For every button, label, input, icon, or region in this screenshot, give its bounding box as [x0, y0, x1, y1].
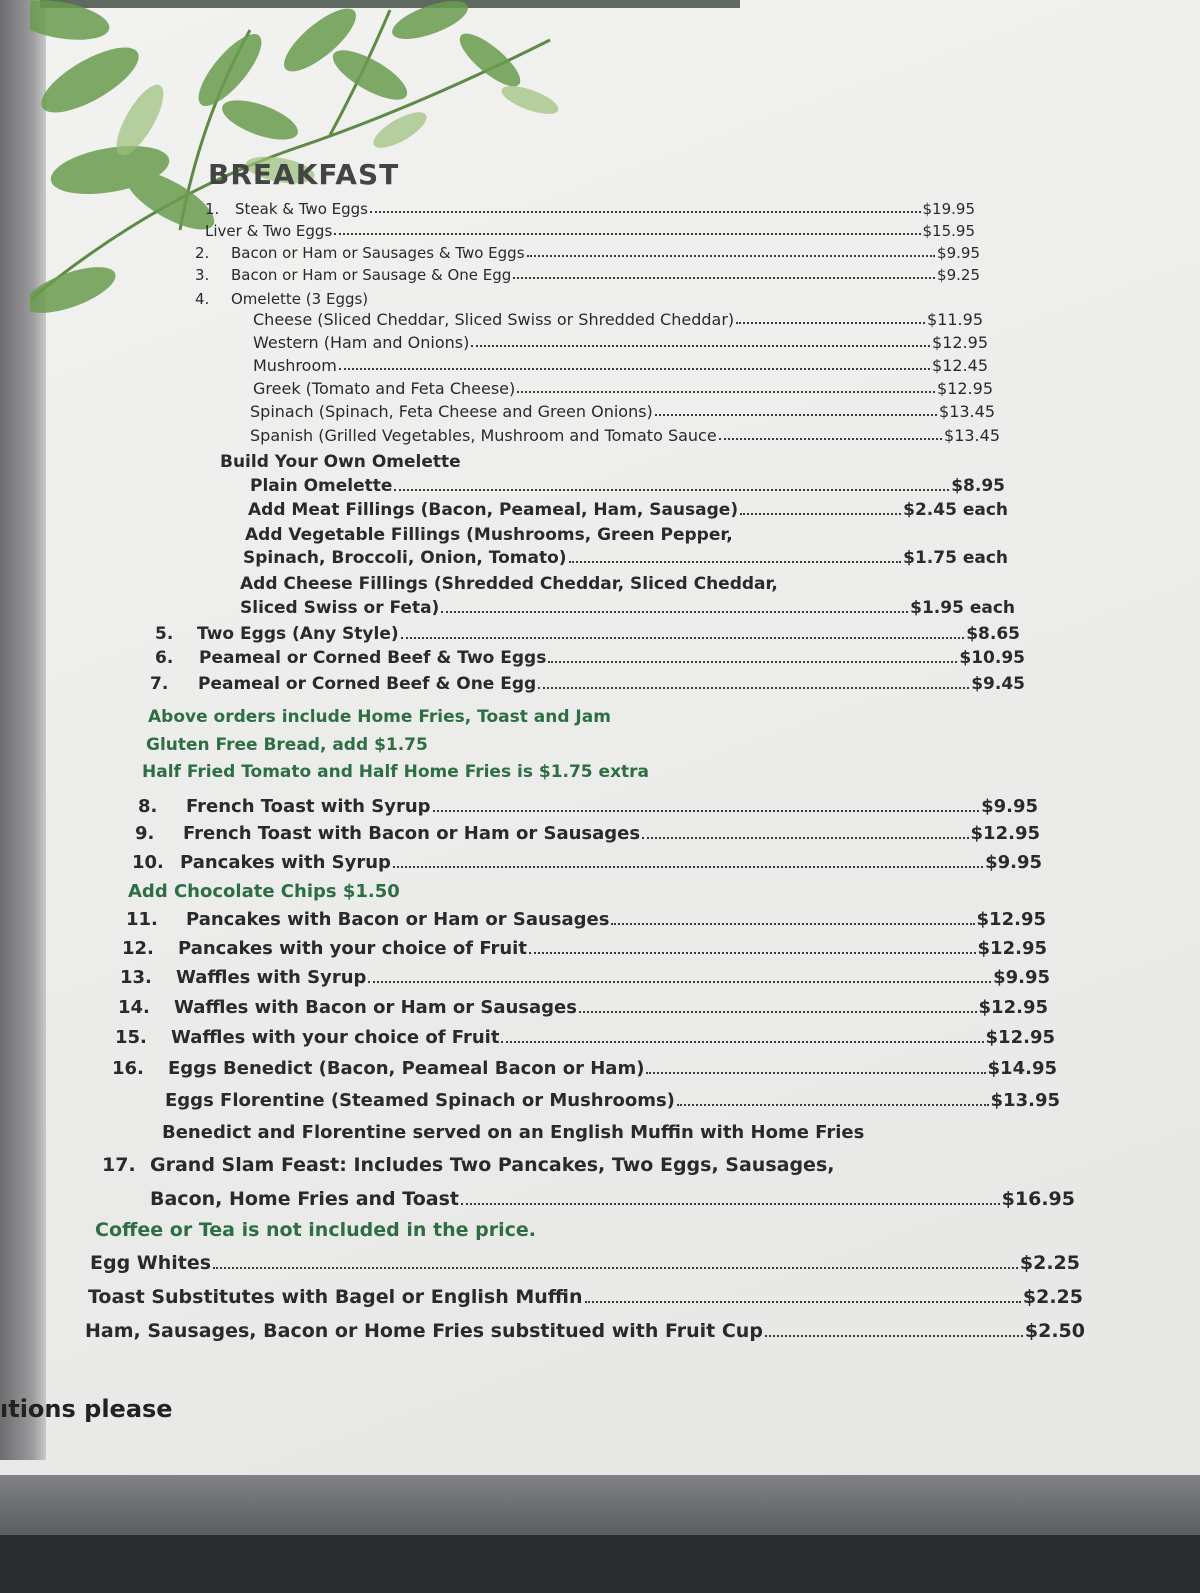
item-price: $12.95: [932, 333, 988, 352]
menu-item: [138, 796, 1038, 817]
item-number: 1.: [205, 200, 220, 218]
item-price: $12.95: [985, 1027, 1055, 1048]
note-text: Gluten Free Bread, add $1.75: [146, 735, 428, 755]
item-number: 5.: [155, 624, 174, 644]
menu-item: [250, 402, 995, 421]
item-price: $9.95: [937, 244, 980, 262]
item-price: $12.45: [932, 356, 988, 375]
menu-item: [253, 379, 993, 398]
dot-leader: [585, 1301, 1021, 1303]
item-price: $2.45 each: [903, 500, 1008, 520]
item-price: $12.95: [978, 997, 1048, 1018]
dot-leader: [393, 866, 983, 868]
menu-item: [240, 598, 1015, 618]
item-price: $19.95: [922, 200, 975, 218]
menu-item: [240, 574, 778, 594]
menu-item: [150, 1188, 1075, 1210]
menu-item: [250, 426, 1000, 445]
item-name: Liver & Two Eggs: [205, 222, 333, 240]
menu-item: [195, 244, 980, 262]
menu-item: [205, 222, 975, 240]
dot-leader: [471, 345, 930, 347]
item-name: Toast Substitutes with Bagel or English Muffin: [88, 1286, 583, 1308]
item-number: 9.: [135, 823, 155, 844]
item-price: $1.95 each: [910, 598, 1015, 618]
dot-leader: [501, 1041, 983, 1043]
item-name: Cheese (Sliced Cheddar, Sliced Swiss or Shredded Cheddar): [253, 310, 735, 329]
item-name: Pancakes with your choice of Fruit: [178, 938, 527, 959]
item-name: Eggs Florentine (Steamed Spinach or Mushrooms): [165, 1090, 675, 1111]
item-name: Grand Slam Feast: Includes Two Pancakes, Two Eggs, Sausages,: [150, 1154, 835, 1176]
item-number: 4.: [195, 290, 210, 308]
dot-leader: [529, 952, 976, 954]
item-price: $1.75 each: [903, 548, 1008, 568]
dot-leader: [719, 438, 942, 440]
item-number: 15.: [115, 1027, 147, 1048]
menu-note: [128, 881, 400, 902]
item-price: $10.95: [959, 648, 1025, 668]
menu-note: [95, 1219, 536, 1241]
item-name: Waffles with Syrup: [176, 967, 367, 988]
item-name: Benedict and Florentine served on an English Muffin with Home Fries: [162, 1122, 865, 1143]
note-text: Coffee or Tea is not included in the price.: [95, 1219, 536, 1241]
item-price: $9.95: [985, 852, 1042, 873]
dot-leader: [765, 1335, 1023, 1337]
menu-item: [205, 200, 975, 218]
menu-item: [162, 1122, 864, 1143]
item-price: $9.25: [937, 266, 980, 284]
note-text: Half Fried Tomato and Half Home Fries is $1.75 extra: [142, 762, 650, 782]
item-name: Plain Omelette: [250, 476, 393, 496]
item-number: 8.: [138, 796, 158, 817]
item-price: $16.95: [1001, 1188, 1075, 1210]
dot-leader: [339, 368, 930, 370]
item-price: $8.65: [966, 624, 1020, 644]
dot-leader: [461, 1203, 1000, 1205]
item-price: $9.45: [971, 674, 1025, 694]
item-number: 10.: [132, 852, 164, 873]
item-name: Greek (Tomato and Feta Cheese): [253, 379, 516, 398]
item-price: $8.95: [951, 476, 1005, 496]
dot-leader: [527, 255, 936, 257]
menu-item: [102, 1154, 834, 1176]
item-name: Eggs Benedict (Bacon, Peameal Bacon or Ham): [168, 1058, 645, 1079]
item-name: Spinach, Broccoli, Onion, Tomato): [243, 548, 567, 568]
menu-item: [195, 266, 980, 284]
item-price: $15.95: [922, 222, 975, 240]
item-number: 2.: [195, 244, 210, 262]
menu-item: [165, 1090, 1060, 1111]
item-name: Spanish (Grilled Vegetables, Mushroom and Tomato Sauce: [250, 426, 717, 445]
dot-leader: [401, 637, 965, 639]
menu-item: [115, 1027, 1055, 1048]
dot-leader: [441, 611, 908, 613]
menu-note: [146, 735, 428, 755]
dot-leader: [646, 1072, 985, 1074]
menu-item: [118, 997, 1048, 1018]
item-price: $9.95: [993, 967, 1050, 988]
item-name: Waffles with your choice of Fruit: [171, 1027, 500, 1048]
item-price: $11.95: [927, 310, 983, 329]
dot-leader: [611, 923, 974, 925]
cutoff-text: ıtions please: [0, 1395, 173, 1423]
menu-note: [148, 707, 611, 727]
dot-leader: [677, 1104, 989, 1106]
item-price: $13.45: [944, 426, 1000, 445]
dot-leader: [334, 233, 920, 235]
item-price: $2.50: [1024, 1320, 1085, 1342]
item-name: Pancakes with Syrup: [180, 852, 391, 873]
dot-leader: [548, 661, 957, 663]
item-number: 7.: [150, 674, 169, 694]
menu-item: [253, 333, 988, 352]
dot-leader: [433, 810, 980, 812]
dot-leader: [740, 513, 901, 515]
item-name: Two Eggs (Any Style): [197, 624, 399, 644]
item-number: 16.: [112, 1058, 144, 1079]
menu-item: [155, 648, 1025, 668]
item-name: Bacon, Home Fries and Toast: [150, 1188, 459, 1210]
item-name: Omelette (3 Eggs): [231, 290, 369, 308]
menu-item: [90, 1252, 1080, 1274]
item-name: Peameal or Corned Beef & Two Eggs: [199, 648, 547, 668]
item-name: Egg Whites: [90, 1252, 212, 1274]
dot-leader: [569, 561, 902, 563]
menu-item: [253, 310, 983, 329]
item-number: 17.: [102, 1154, 136, 1176]
item-name: Ham, Sausages, Bacon or Home Fries substitued with Fruit Cup: [85, 1320, 763, 1342]
item-price: $9.95: [981, 796, 1038, 817]
dot-leader: [370, 211, 921, 213]
menu-item: [112, 1058, 1057, 1079]
item-name: French Toast with Bacon or Ham or Sausages: [183, 823, 641, 844]
menu-item: [243, 548, 1008, 568]
item-name: Steak & Two Eggs: [235, 200, 368, 218]
item-name: Sliced Swiss or Feta): [240, 598, 440, 618]
item-name: Peameal or Corned Beef & One Egg: [198, 674, 537, 694]
item-price: $13.45: [939, 402, 995, 421]
menu-item: [85, 1320, 1085, 1342]
item-price: $12.95: [977, 938, 1047, 959]
item-price: $14.95: [987, 1058, 1057, 1079]
item-name: Pancakes with Bacon or Ham or Sausages: [186, 909, 610, 930]
item-name: Waffles with Bacon or Ham or Sausages: [174, 997, 577, 1018]
menu-item: [132, 852, 1042, 873]
item-price: $12.95: [970, 823, 1040, 844]
note-text: Above orders include Home Fries, Toast and Jam: [148, 707, 611, 727]
menu-item: [220, 452, 461, 472]
dot-leader: [736, 322, 925, 324]
item-price: $2.25: [1022, 1286, 1083, 1308]
note-text: Add Chocolate Chips $1.50: [128, 881, 400, 902]
menu-item: [248, 500, 1008, 520]
item-name: Western (Ham and Onions): [253, 333, 470, 352]
item-name: Build Your Own Omelette: [220, 452, 461, 472]
menu-item: [122, 938, 1047, 959]
item-number: 3.: [195, 266, 210, 284]
item-number: 6.: [155, 648, 174, 668]
dot-leader: [579, 1011, 977, 1013]
dot-leader: [513, 277, 935, 279]
item-name: Add Cheese Fillings (Shredded Cheddar, Sliced Cheddar,: [240, 574, 778, 594]
dot-leader: [538, 687, 969, 689]
item-number: 12.: [122, 938, 154, 959]
binder-bottom: [0, 1475, 1200, 1535]
item-price: $2.25: [1019, 1252, 1080, 1274]
menu-item: [88, 1286, 1083, 1308]
item-name: Spinach (Spinach, Feta Cheese and Green Onions): [250, 402, 653, 421]
item-number: 11.: [126, 909, 158, 930]
item-number: 14.: [118, 997, 150, 1018]
item-price: $13.95: [990, 1090, 1060, 1111]
item-name: Bacon or Ham or Sausages & Two Eggs: [231, 244, 525, 262]
dot-leader: [517, 391, 935, 393]
dot-leader: [213, 1267, 1018, 1269]
menu-title: BREAKFAST: [208, 158, 400, 191]
menu-item: [126, 909, 1046, 930]
menu-item: [150, 674, 1025, 694]
item-price: $12.95: [937, 379, 993, 398]
menu-item: [195, 290, 368, 308]
item-name: Add Vegetable Fillings (Mushrooms, Green Pepper,: [245, 525, 733, 545]
menu-item: [245, 525, 733, 545]
dot-leader: [368, 981, 991, 983]
menu-item: [250, 476, 1005, 496]
item-name: Mushroom: [253, 356, 337, 375]
table-surface: [0, 1535, 1200, 1593]
dot-leader: [394, 489, 949, 491]
item-name: French Toast with Syrup: [186, 796, 431, 817]
menu-note: [142, 762, 649, 782]
menu-item: [135, 823, 1040, 844]
menu-item: [155, 624, 1020, 644]
item-price: $12.95: [976, 909, 1046, 930]
dot-leader: [655, 414, 937, 416]
item-name: Add Meat Fillings (Bacon, Peameal, Ham, Sausage): [248, 500, 739, 520]
item-name: Bacon or Ham or Sausage & One Egg: [231, 266, 512, 284]
menu-item: [253, 356, 988, 375]
dot-leader: [642, 837, 968, 839]
item-number: 13.: [120, 967, 152, 988]
menu-item: [120, 967, 1050, 988]
